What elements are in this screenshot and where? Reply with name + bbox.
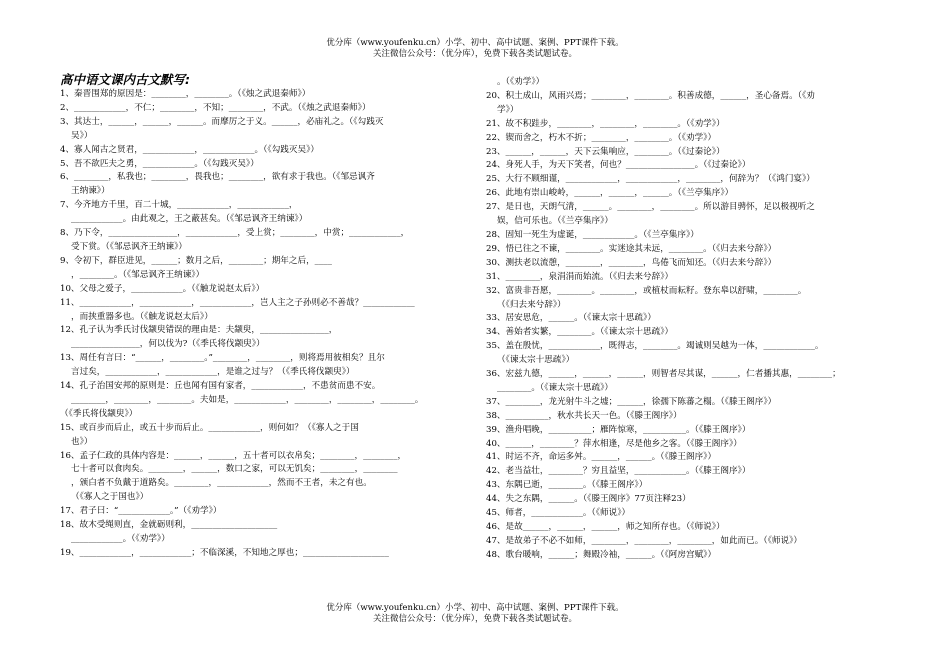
right-question-list xyxy=(486,76,902,563)
question-line: 10、父母之爱子，____________。（《触龙说赵太后》） xyxy=(60,283,265,294)
question-line: ____________。（《劝学》） xyxy=(71,534,170,544)
question-line: 21、故不积跬步，________，________，________。（《劝学》） xyxy=(486,118,725,129)
question-line: 16、孟子仁政的具体内容是：______，______，五十者可以衣帛矣；________，________， xyxy=(60,450,407,461)
question-line: 9、令初下，群臣进见，______；数月之后，________；期年之后，____ xyxy=(60,255,332,266)
question-line: 2、____________，不仁；________，不知；________，不武。（《烛之武退秦师》） xyxy=(60,102,371,113)
question-line: 15、或百步而后止，或五十步而后止。____________，则何如？（《寡人之于国 xyxy=(60,422,359,433)
question-line: 45、师者，____________。（《师说》） xyxy=(486,508,631,519)
question-line: （《寡人之于国也》） xyxy=(71,492,149,503)
question-line: 19、____________，____________；不临深溪，不知地之厚也；____________________ xyxy=(60,547,389,558)
question-line: 18、故木受绳则直，金就砺则利，____________________ xyxy=(60,520,278,531)
question-line: 42、老当益壮，________？穷且益坚，____________。（《滕王阁序》） xyxy=(486,466,751,477)
question-line: 25、大行不顾细谨，____________，____________，________，何辞为？（《鸿门宴》） xyxy=(486,174,815,185)
question-line: 12、孔子认为季氏讨伐颛臾错误的理由是：夫颛臾，________________， xyxy=(60,325,338,336)
question-line: 39、渔舟唱晚，__________；雁阵惊寒，__________。（《滕王阁序》） xyxy=(486,424,751,435)
watermark-line: 关注微信公众号：（优分库），免费下载各类试题试卷。 xyxy=(372,49,577,59)
question-line: 学》） xyxy=(497,104,519,115)
page-title: 高中语文课内古文默写: xyxy=(60,72,190,87)
question-line: 3、其达士，______，______，______。而摩厉之于义。______，必庙礼之。（《勾践灭 xyxy=(60,116,384,127)
question-line: 5、吾不欲匹夫之勇，____________。（《勾践灭吴》） xyxy=(60,158,259,169)
question-line: 47、是故弟子不必不如师，________，________，________，如此而已。（《师说》） xyxy=(486,535,803,546)
question-line: 吴》） xyxy=(71,130,93,141)
question-line: 48、歌台暖响，______；舞殿冷袖，______。（《阿房宫赋》） xyxy=(486,549,717,560)
question-line: 8、乃下令，________________，____________，受上赏；________，中赏；____________， xyxy=(60,228,410,239)
question-line: 28、固知一死生为虚诞，____________。（《兰亭集序》） xyxy=(486,229,699,240)
question-line: 11、____________，____________，____________，岂人主之子孙则必不善哉？____________ xyxy=(60,297,415,308)
question-line: 23、______，______，天下云集响应，________。（《过秦论》） xyxy=(486,146,725,157)
question-line: ____________。由此观之，王之蔽甚矣。（《邹忌讽齐王纳谏》） xyxy=(71,214,308,225)
question-line: 37、________，龙光射牛斗之墟；______，徐孺下陈蕃之榻。（《滕王阁序》） xyxy=(486,396,777,407)
watermark-line: 关注微信公众号：（优分库），免费下载各类试题试卷。 xyxy=(372,614,577,624)
question-line: 14、孔子治国安邦的原则是：丘也闻有国有家者，____________，不患贫而患不安。 xyxy=(60,381,381,392)
question-line: 受下赏。（《邹忌讽齐王纳谏》） xyxy=(71,241,188,252)
question-line: 44、失之东隅，______。（《滕王阁序》77页注释23） xyxy=(486,494,691,505)
watermark-line: 优分库（www.youfenku.cn）小学、初中、高中试题、案例、PPT课件下载。 xyxy=(326,38,624,48)
question-line: 13、周任有言曰：“______，________。”________，________，则将焉用彼相矣？且尔 xyxy=(60,353,385,364)
question-line: （《季氏将伐颛臾》） xyxy=(60,408,138,419)
question-line: ，而挟重器多也。（《触龙说赵太后》） xyxy=(71,311,213,322)
question-line: 6、________，私我也；________，畏我也；________，欲有求于我也。（《邹忌讽齐 xyxy=(60,172,375,183)
question-line: 7、今齐地方千里，百二十城，____________，____________， xyxy=(60,200,298,211)
question-line: 王纳谏》） xyxy=(71,186,110,197)
question-line: 22、锲而舍之，朽木不折；________，________。（《劝学》） xyxy=(486,132,717,143)
left-column xyxy=(60,72,478,561)
question-line: 26、此地有崇山峻岭，______，______，______。（《兰亭集序》） xyxy=(486,188,734,199)
watermark-line: 优分库（www.youfenku.cn）小学、初中、高中试题、案例、PPT课件下载。 xyxy=(326,603,624,613)
question-line: （《谏太宗十思疏》） xyxy=(497,355,575,366)
question-line: 24、身死人手，为天下笑者，何也？________________。（《过秦论》） xyxy=(486,160,751,171)
question-line: 38、__________，秋水共长天一色。（《滕王阁序》） xyxy=(486,410,682,421)
question-line: 32、富贵非吾愿，________。________，或植杖而耘籽。登东皋以舒啸，________。 xyxy=(486,285,807,296)
question-line: 。（《劝学》） xyxy=(497,77,545,87)
question-line: 也》） xyxy=(71,436,93,447)
question-line: 30、测扶老以流憩，________，________，鸟倦飞而知还。（《归去来兮辞》） xyxy=(486,257,777,268)
question-line: ________________，何以伐为?（《季氏将伐颛臾》） xyxy=(71,339,265,350)
question-line: 35、盖在殷忧，____________，既得志，________。竭诚则吴越为一体，____________。 xyxy=(486,341,824,352)
question-line: ，________。（《邹忌讽齐王纳谏》） xyxy=(71,269,205,280)
question-line: 40、______，________？萍水相逢，尽是他乡之客。（《滕王阁序》） xyxy=(486,438,742,449)
question-line: （《归去来兮辞》） xyxy=(497,299,566,310)
question-line: 17、君子曰：“____________。”（《劝学》） xyxy=(60,506,222,517)
question-line: ________，________，________。夫如是，____________，________，________，________。 xyxy=(71,394,424,405)
question-line: 29、悟已往之不谏，________。实迷途其未远，________。（《归去来兮辞》） xyxy=(486,243,777,254)
question-line: 娱，信可乐也。（《兰亭集序》） xyxy=(497,216,614,227)
question-line: 31、________，泉涓涓而始流。（《归去来兮辞》） xyxy=(486,271,674,282)
question-line: 36、宏兹九德，______，______，______，则智者尽其谋，______，仁者播其惠，________； xyxy=(486,369,841,380)
question-line: 33、居安思危，______。（《谏太宗十思疏》） xyxy=(486,313,656,324)
watermark-footer xyxy=(0,603,950,625)
question-line: 43、东隅已逝，________。（《滕王阁序》） xyxy=(486,480,648,491)
question-line: ________。（《谏太宗十思疏》） xyxy=(497,382,614,393)
question-line: 41、时运不齐，命运多舛。______，______。（《滕王阁序》） xyxy=(486,452,717,463)
question-line: 27、是日也，天朗气清，______。________，________。所以游目骋怀，足以极视听之 xyxy=(486,202,815,213)
question-line: 34、善始者实繁，________。（《谏太宗十思疏》） xyxy=(486,327,674,338)
watermark-header xyxy=(0,38,950,60)
question-line: 1、秦晋围郑的原因是：________，________。（《烛之武退秦师》） xyxy=(60,89,311,99)
left-question-list xyxy=(60,88,478,561)
question-line: 4、寡人闻古之贤君，____________，____________。（《勾践灭吴》） xyxy=(60,144,319,155)
question-line: 七十者可以食肉矣。________，______，数口之家，可以无饥矣；________，________ xyxy=(71,464,398,475)
question-line: 20、积土成山，风雨兴焉；________，________。积善成德，______，圣心备焉。（《劝 xyxy=(486,90,815,101)
question-line: 言过矣，____________，____________，是谁之过与？（《季氏将伐颛臾》） xyxy=(71,367,355,378)
question-line: ，颁白者不负戴于道路矣。________，____________，然而不王者，未之有也。 xyxy=(71,478,372,489)
right-column xyxy=(486,76,902,563)
question-line: 46、是故______，______，______，师之知所存也。（《师说》） xyxy=(486,522,725,532)
